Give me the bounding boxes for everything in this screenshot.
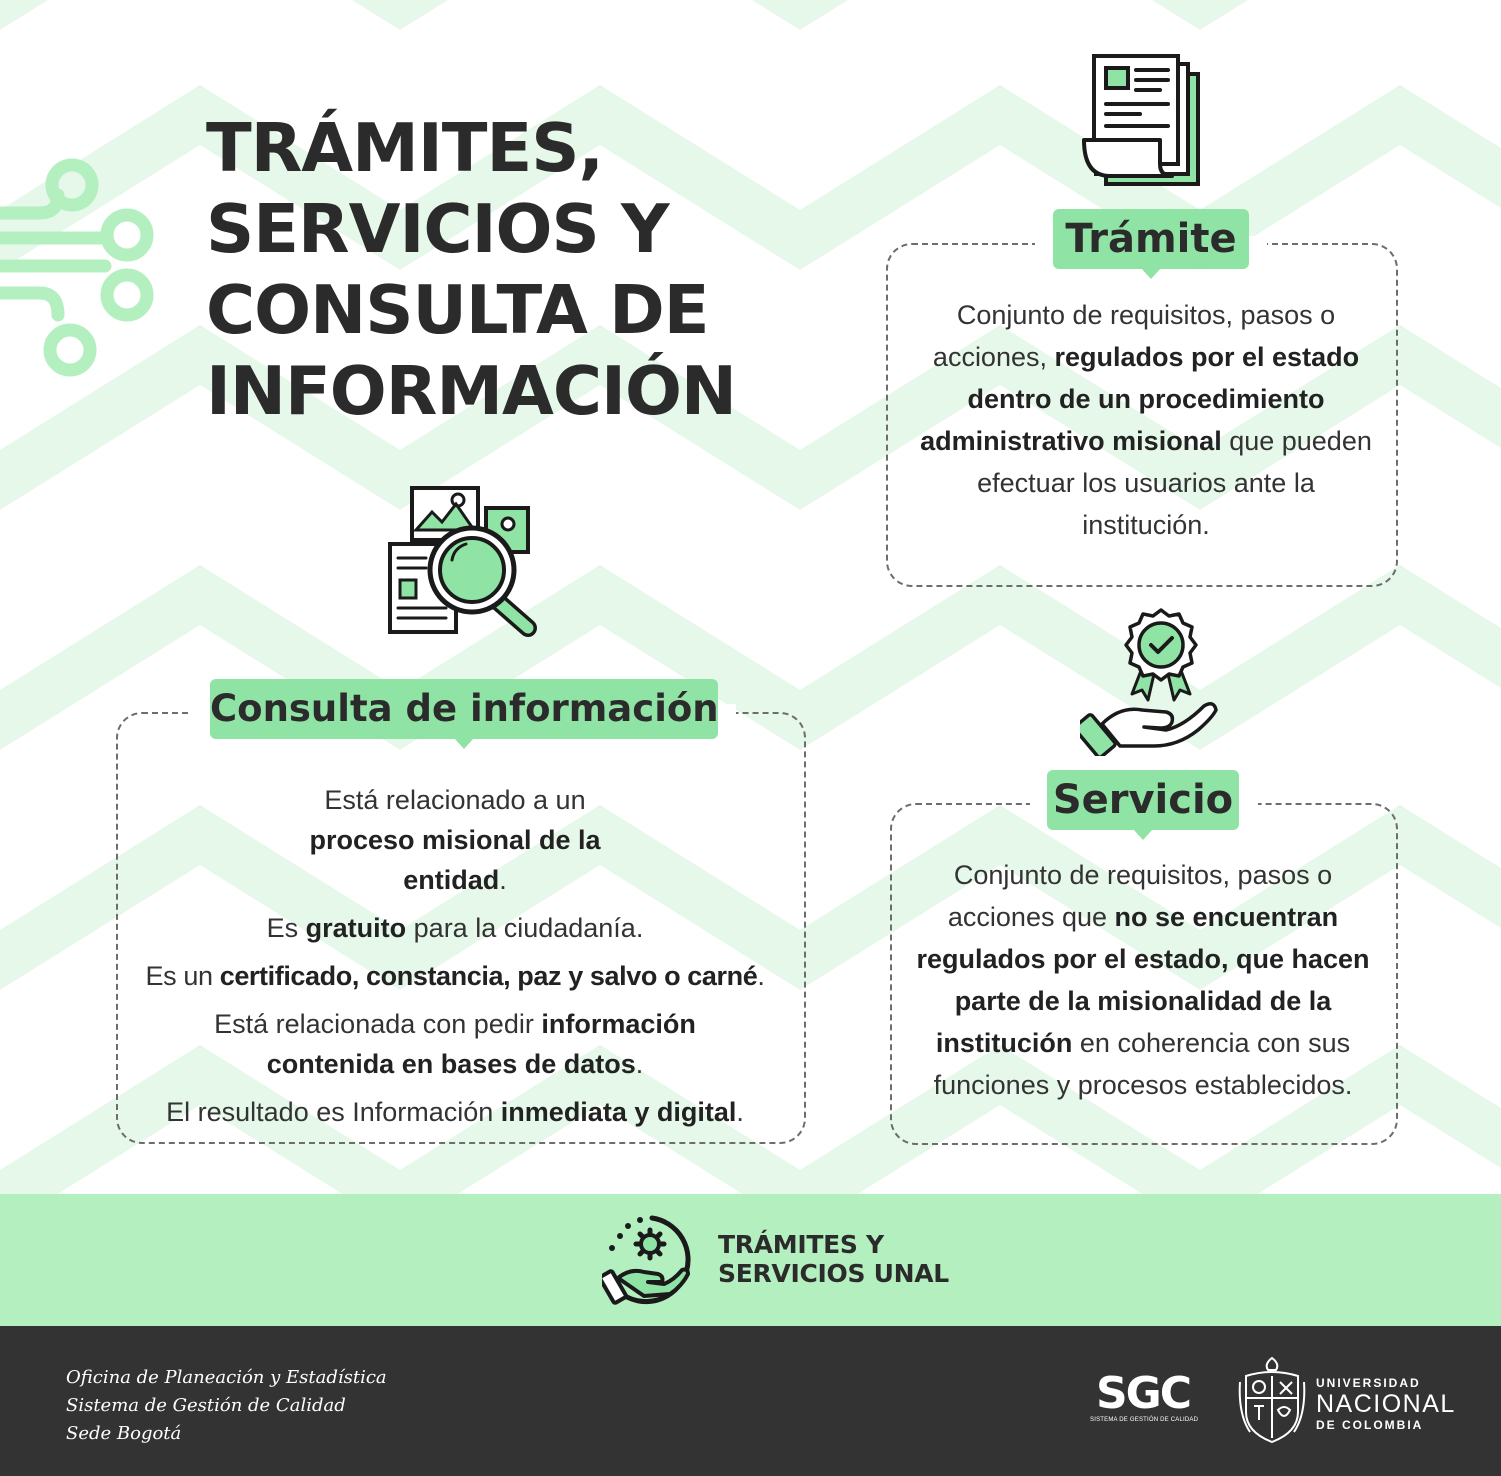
- page-title: [206, 108, 736, 432]
- hand-gear-icon: [602, 1214, 696, 1308]
- consulta-point: Está relacionado a un proceso misional de la entidad.: [309, 785, 601, 895]
- title-line: CONSULTA DE: [206, 271, 709, 349]
- sgc-logo: SGC SISTEMA DE GESTIÓN DE CALIDAD: [1090, 1368, 1199, 1423]
- unal-logo: UNIVERSIDAD NACIONAL DE COLOMBIA: [1316, 1376, 1456, 1432]
- consulta-point: Está relacionada con pedir información contenida en bases de datos.: [214, 1009, 696, 1079]
- university-seal-icon: [1236, 1354, 1308, 1446]
- consulta-point: Es gratuito para la ciudadanía.: [266, 913, 644, 943]
- title-line: TRÁMITES,: [206, 109, 603, 187]
- office-info: Oficina de Planeación y Estadística Sistema de Gestión de Calidad Sede Bogotá: [66, 1367, 387, 1444]
- servicio-description: Conjunto de requisitos, pasos o acciones que no se encuentran regulados por el estado, que hacen parte de la misionalidad de la institución en coherencia con sus funciones y procesos establecidos.: [916, 860, 1370, 1100]
- consulta-point: Es un certificado, constancia, paz y salvo o carné.: [145, 961, 765, 991]
- magnifier-documents-icon: [386, 484, 542, 640]
- hand-award-icon: [1080, 606, 1220, 756]
- consulta-point: El resultado es Información inmediata y digital.: [166, 1097, 744, 1127]
- title-line: SERVICIOS Y: [206, 190, 669, 268]
- program-title: TRÁMITES Y SERVICIOS UNAL: [718, 1230, 949, 1288]
- tramite-label: Trámite: [1053, 209, 1249, 269]
- document-stack-icon: [1080, 52, 1204, 188]
- title-line: INFORMACIÓN: [206, 352, 736, 430]
- servicio-label: Servicio: [1047, 770, 1239, 830]
- consulta-description: [120, 780, 790, 1132]
- tramite-description: Conjunto de requisitos, pasos o acciones, regulados por el estado dentro de un procedimiento administrativo misional que pueden efectuar los usuarios ante la institución.: [920, 300, 1372, 540]
- consulta-label: Consulta de información: [210, 679, 718, 739]
